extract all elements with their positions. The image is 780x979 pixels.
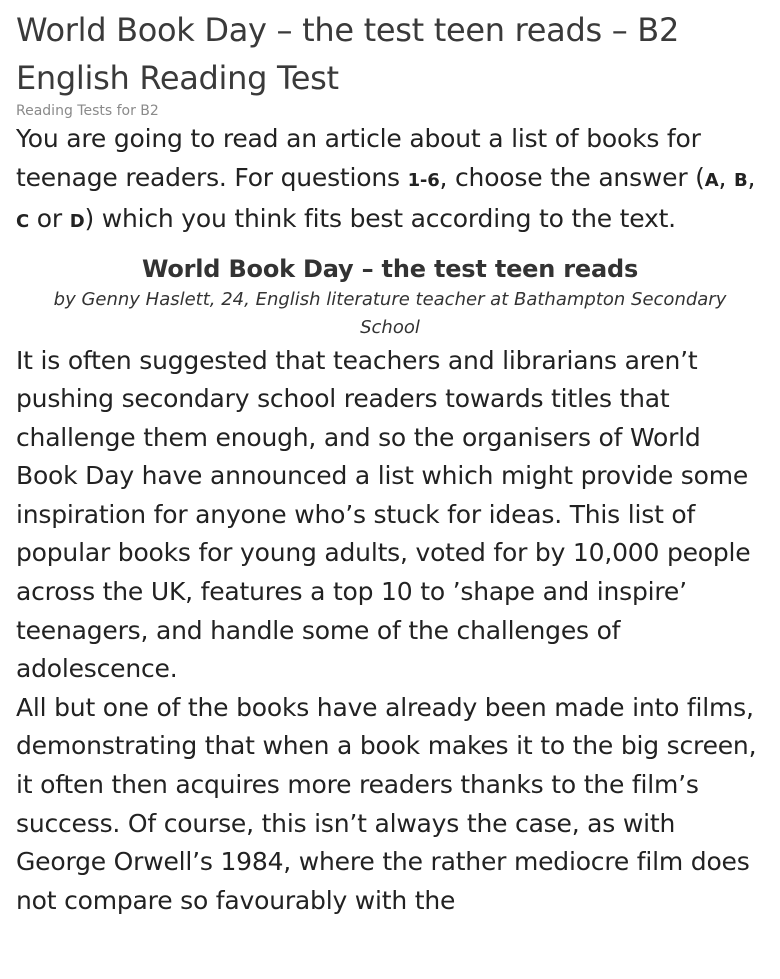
separator-2: , xyxy=(747,162,756,192)
instructions-text-2: , choose the answer ( xyxy=(439,162,705,192)
instructions xyxy=(16,120,764,242)
article-title: World Book Day – the test teen reads xyxy=(141,254,639,283)
question-range: 1-6 xyxy=(407,169,440,191)
article-byline: by Genny Haslett, 24, English literature teacher at Bathampton Secondary School xyxy=(53,288,727,338)
option-d: D xyxy=(69,211,85,232)
page-title: World Book Day – the test teen reads – B2 English Reading Test xyxy=(16,11,679,97)
article-paragraph-1: It is often suggested that teachers and librarians aren’t pushing secondary school readers towards titles that challenge them enough, and so the organisers of World Book Day have announced a list which might provide some inspiration for anyone who’s stuck for ideas. This list of popular books for young adults, voted for by 10,000 people across the UK, features a top 10 to ’shape and inspire’ teenagers, and handle some of the challenges of adolescence. xyxy=(16,345,751,684)
article-paragraph-2: All but one of the books have already been made into films, demonstrating that when a book makes it to the big screen, it often then acquires more readers thanks to the film’s success. Of course, this isn’t always the case, as with George Orwell’s 1984, where the rather mediocre film does not compare so favourably with the xyxy=(16,692,757,915)
instructions-text-3: ) which you think fits best according to the text. xyxy=(84,204,676,233)
category-label[interactable]: Reading Tests for B2 xyxy=(16,103,159,119)
separator-3: or xyxy=(29,204,70,233)
option-c: C xyxy=(16,211,30,232)
option-b: B xyxy=(733,169,748,191)
separator-1: , xyxy=(718,162,734,192)
instructions-text-1: You are going to read an article about a list of books for teenage readers. For questions xyxy=(16,124,701,192)
option-a: A xyxy=(704,169,719,191)
